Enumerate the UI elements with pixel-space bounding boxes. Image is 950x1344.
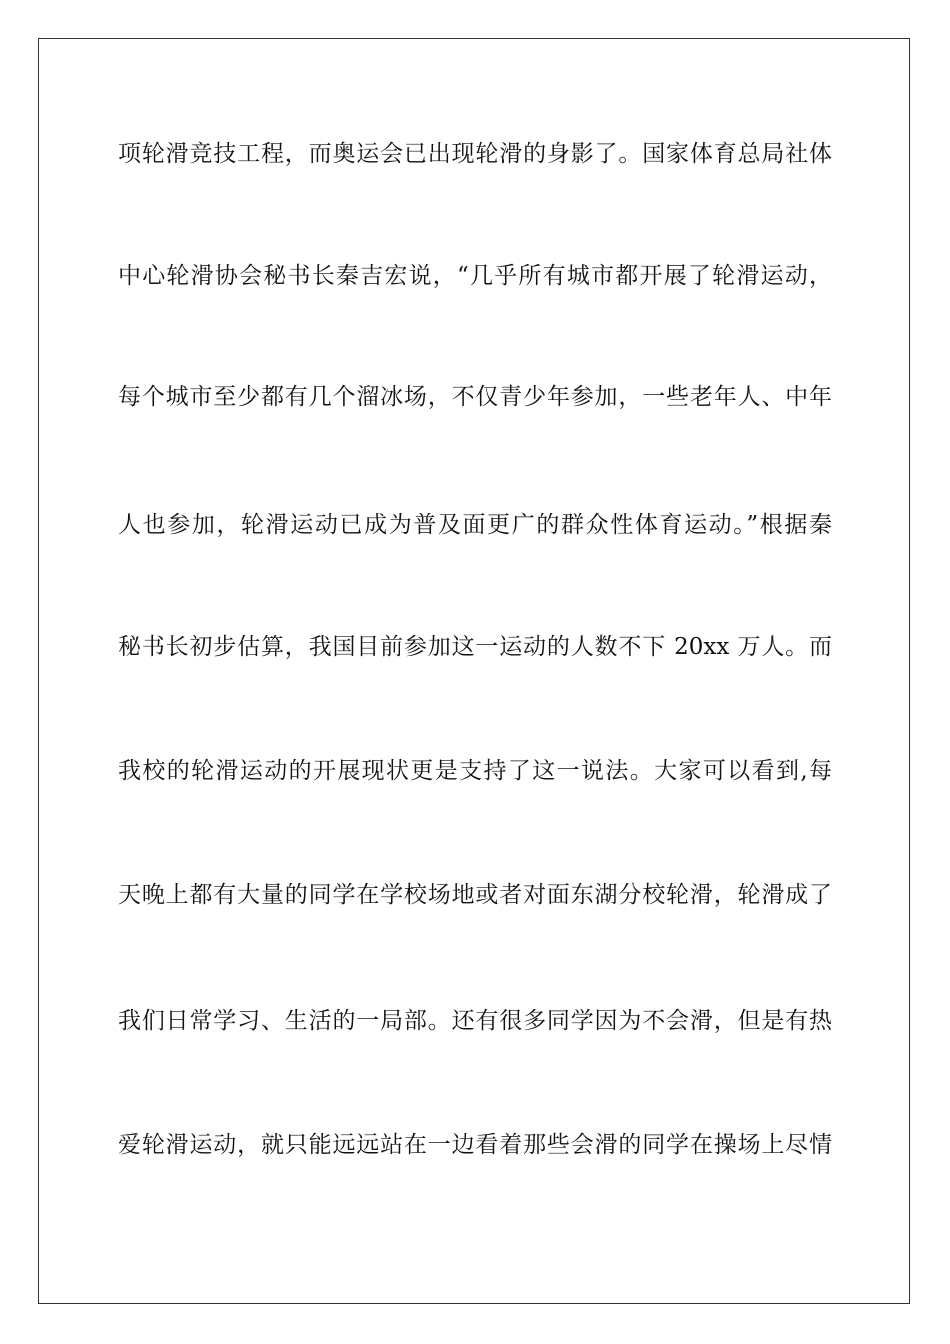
paragraph-line: 爱轮滑运动，就只能远远站在一边看着那些会滑的同学在操场上尽情 [118, 1132, 832, 1158]
paragraph-line: 项轮滑竞技工程，而奥运会已出现轮滑的身影了。国家体育总局社体 [118, 141, 832, 167]
paragraph-line: 我校的轮滑运动的开展现状更是支持了这一说法。大家可以看到,每 [118, 758, 832, 784]
paragraph-line: 每个城市至少都有几个溜冰场，不仅青少年参加，一些老年人、中年 [118, 384, 832, 410]
paragraph-line: 人也参加，轮滑运动已成为普及面更广的群众性体育运动。”根据秦 [118, 512, 832, 538]
paragraph-line: 秘书长初步估算，我国目前参加这一运动的人数不下 20xx 万人。而 [118, 634, 832, 660]
page-border [38, 38, 910, 1304]
paragraph-line: 我们日常学习、生活的一局部。还有很多同学因为不会滑，但是有热 [118, 1008, 832, 1034]
paragraph-line: 中心轮滑协会秘书长秦吉宏说，“几乎所有城市都开展了轮滑运动， [118, 263, 832, 289]
paragraph-line: 天晚上都有大量的同学在学校场地或者对面东湖分校轮滑，轮滑成了 [118, 882, 832, 908]
